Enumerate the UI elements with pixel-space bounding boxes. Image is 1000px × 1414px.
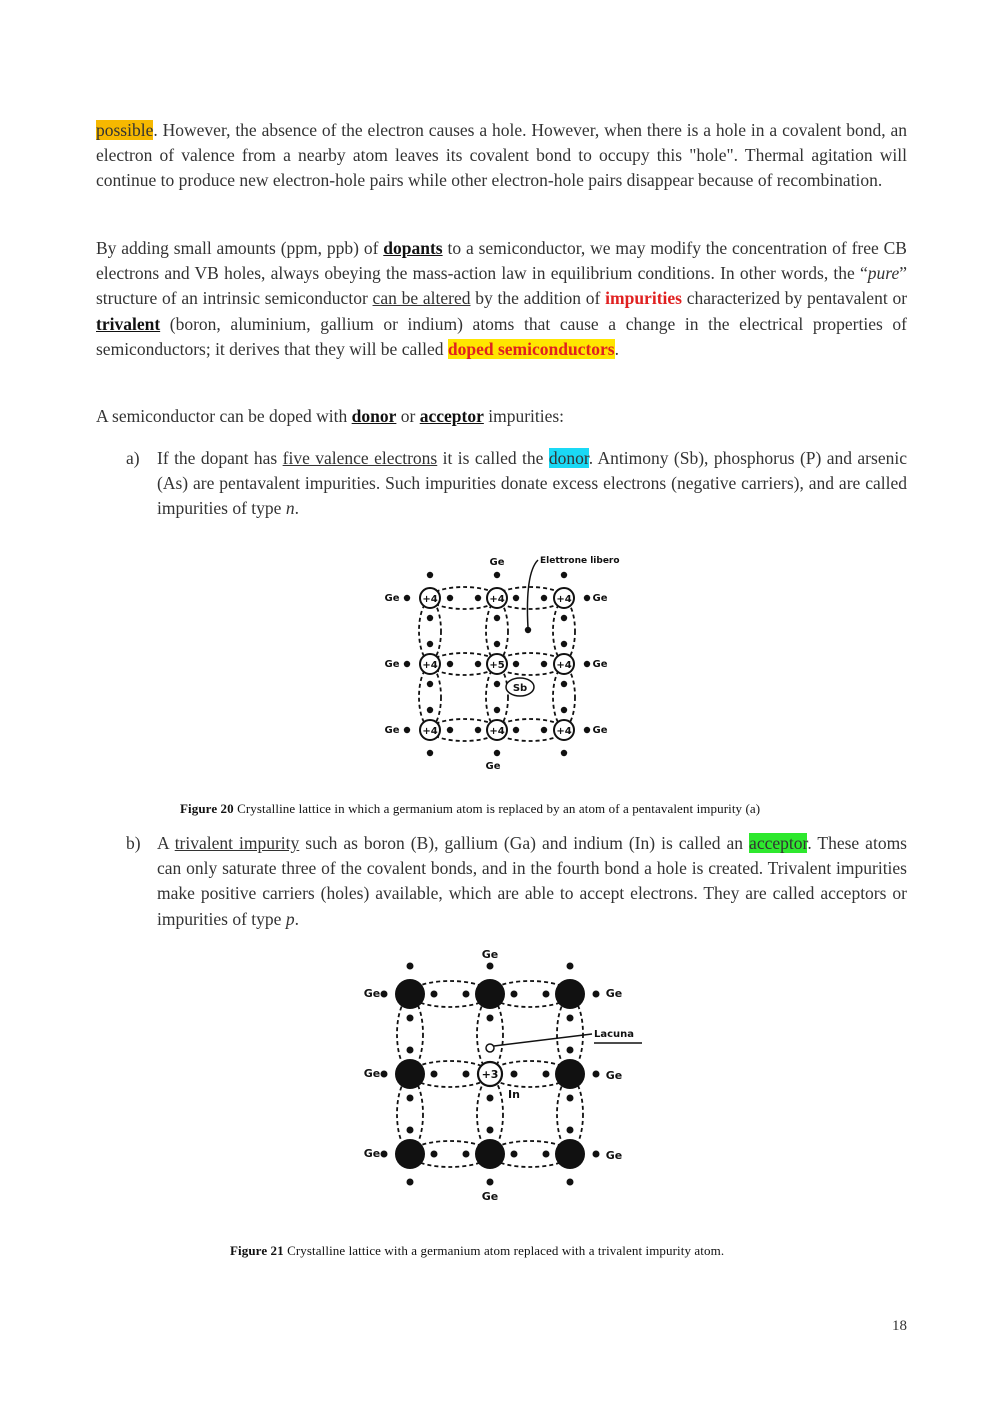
figure-20-caption: Figure 20 Crystalline lattice in which a germanium atom is replaced by an atom of a pentavalent impurity (a) — [180, 801, 761, 816]
paragraph-dopants: By adding small amounts (ppm, ppb) of dopants to a semiconductor, we may modify the concentration of free CB electrons and VB holes, always obeying the mass-action law in equilibrium conditions. In other words, the “pure” structure of an intrinsic semiconductor can be altered by the addition of impurities characterized by pentavalent or trivalent (boron, aluminium, gallium or indium) atoms that cause a change in the electrical properties of semiconductors; it derives that they will be called doped semiconductors. — [96, 238, 908, 359]
highlight-donor: donor — [548, 448, 589, 468]
ge-label-left: Ge — [384, 725, 400, 736]
ge-label-bottom: Ge — [485, 761, 501, 772]
atom-charge: +4 — [556, 660, 572, 671]
figure-21-lattice-diagram — [352, 944, 652, 1206]
atom-charge: +4 — [556, 594, 572, 605]
hole-label-lacuna: Lacuna — [594, 1029, 635, 1040]
term-dopants: dopants — [383, 238, 443, 258]
paragraph-recombination: possible. However, the absence of the electron causes a hole. However, when there is a hole in a covalent bond, an electron of valence from a nearby atom leaves its covalent bond to occupy this "hole". Thermal agitation will continue to produce new electron-hole pairs while other electron-hole pairs disappear because of recombination. — [96, 120, 907, 191]
figure-20-lattice-diagram — [370, 548, 620, 776]
term-five-valence-electrons: five valence electrons — [282, 448, 438, 468]
highlight-acceptor: acceptor — [749, 833, 808, 853]
list-item-a: a) If the dopant has five valence electrons it is called the donor. Antimony (Sb), phosphorus (P) and arsenic (As) are pentavalent impurities. Such impurities donate excess electrons (negative carriers), and are called impurities of type n. — [126, 448, 907, 519]
term-acceptor: acceptor — [419, 406, 484, 426]
ge-label-bottom: Ge — [481, 1190, 499, 1203]
ge-label-left: Ge — [363, 1067, 381, 1080]
impurity-label-sb: Sb — [512, 683, 528, 694]
ge-label-left: Ge — [363, 1147, 381, 1160]
ge-label-right: Ge — [605, 1069, 623, 1082]
highlight-possible: possible — [96, 120, 154, 140]
list-marker-a: a) — [126, 448, 140, 468]
atom-charge: +4 — [422, 726, 438, 737]
paragraph-doping-types: A semiconductor can be doped with donor or acceptor impurities: — [96, 406, 565, 426]
ge-label-right: Ge — [592, 725, 608, 736]
ge-label-top: Ge — [481, 948, 499, 961]
atom-charge-center: +3 — [481, 1068, 499, 1081]
atom-charge: +4 — [489, 594, 505, 605]
atom-charge-center: +5 — [489, 660, 505, 671]
term-pure: pure — [867, 263, 900, 284]
term-doped-semiconductors: doped semiconductors — [447, 338, 615, 359]
ge-label-left: Ge — [384, 593, 400, 604]
ge-label-right: Ge — [592, 593, 608, 604]
atom-charge: +4 — [422, 660, 438, 671]
list-item-b: b) A trivalent impurity such as boron (B), gallium (Ga) and indium (In) is called an acceptor. These atoms can only saturate three of the covalent bonds, and in the fourth bond a hole is created. Trivalent impurities make positive carriers (holes) available, which are able to accept electrons. They are called acceptors or impurities of type p. — [126, 833, 907, 929]
term-impurities: impurities — [605, 288, 682, 309]
term-trivalent: trivalent — [96, 313, 161, 334]
ge-label-right: Ge — [605, 1149, 623, 1162]
list-marker-b: b) — [126, 833, 141, 853]
atom-charge: +4 — [489, 726, 505, 737]
free-electron-label: Elettrone libero — [540, 556, 620, 566]
figure-21-caption: Figure 21 Crystalline lattice with a germanium atom replaced with a trivalent impurity atom. — [230, 1243, 725, 1258]
atom-charge: +4 — [422, 594, 438, 605]
impurity-label-in: In — [508, 1088, 520, 1101]
term-donor: donor — [351, 406, 397, 426]
ge-label-right: Ge — [605, 987, 623, 1000]
ge-label-top: Ge — [489, 557, 505, 568]
ge-label-left: Ge — [384, 659, 400, 670]
term-can-be-altered: can be altered — [372, 288, 471, 309]
ge-label-left: Ge — [363, 987, 381, 1000]
ge-label-right: Ge — [592, 659, 608, 670]
page-number: 18 — [892, 1318, 907, 1334]
term-trivalent-impurity: trivalent impurity — [174, 833, 300, 853]
atom-charge: +4 — [556, 726, 572, 737]
